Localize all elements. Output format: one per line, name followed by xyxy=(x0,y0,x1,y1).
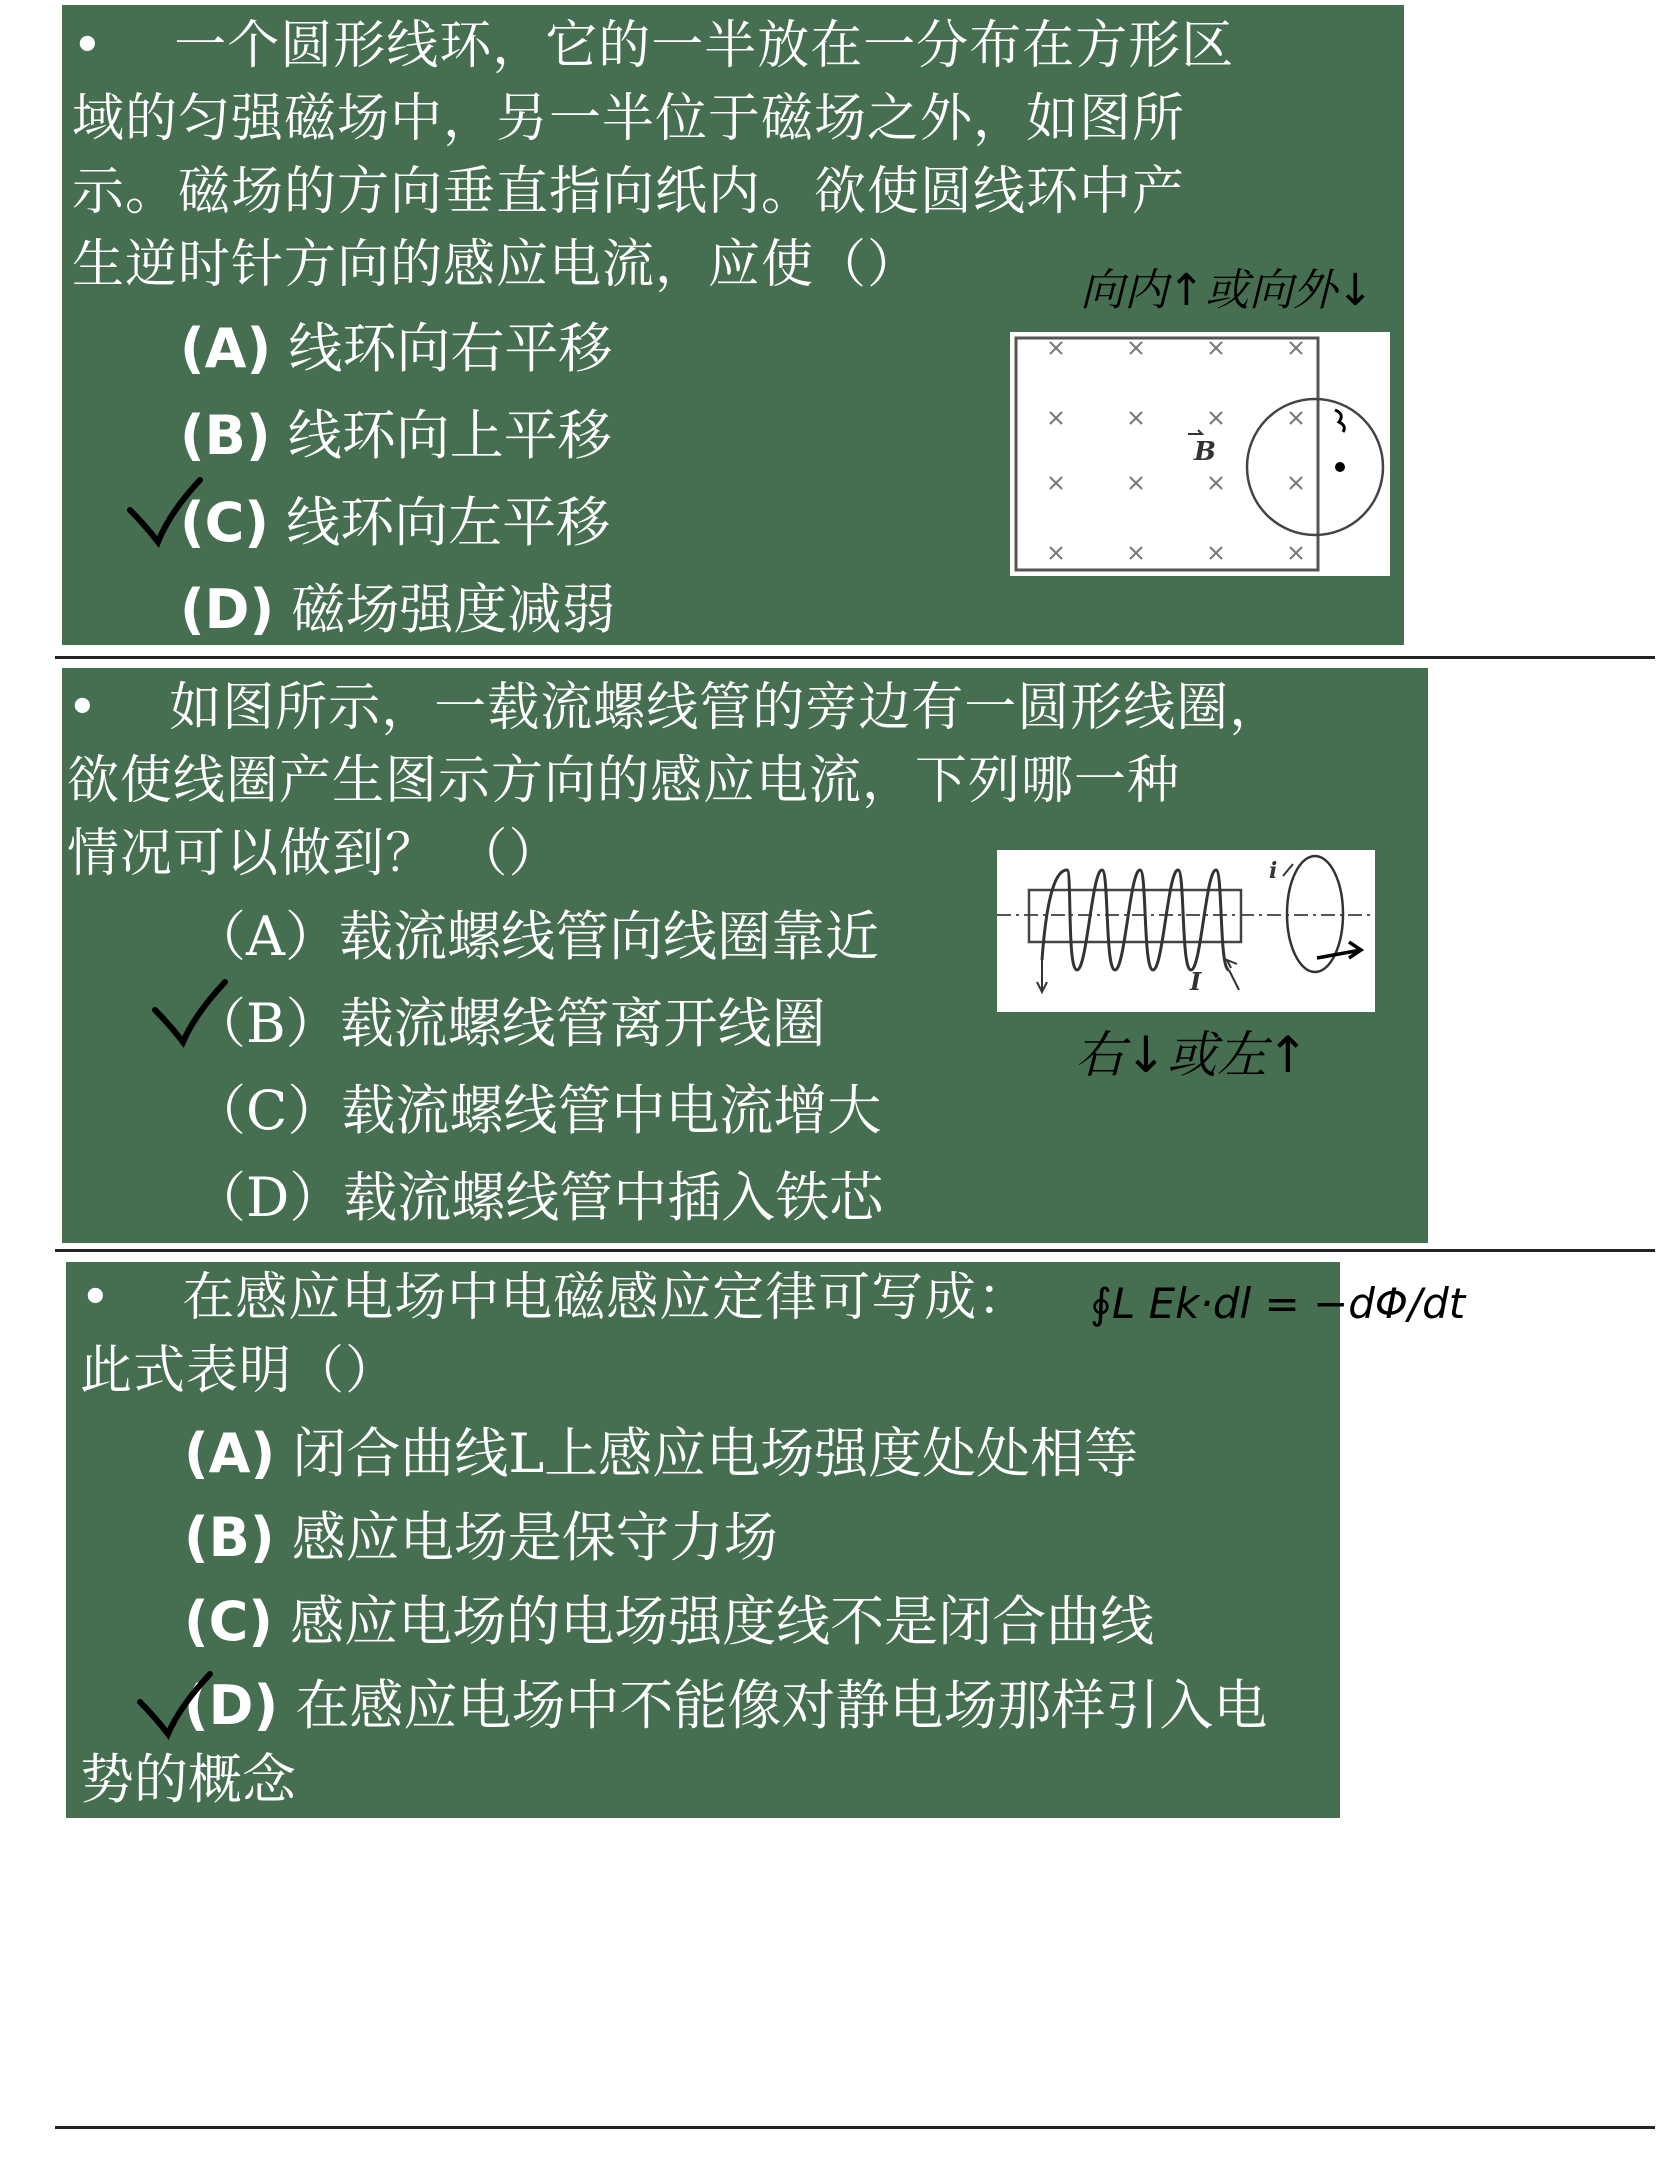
field-label: B xyxy=(1194,437,1216,467)
question-1-line-3: 示。磁场的方向垂直指向纸内。欲使圆线环中产 xyxy=(72,162,1186,222)
current-label: I xyxy=(1190,967,1202,996)
option-text: 载流螺线管中插入铁芯 xyxy=(343,1166,884,1229)
option-text: 在感应电场中不能像对静电场那样引入电 xyxy=(295,1674,1268,1737)
question-2-line-3: 情况可以做到？ （） xyxy=(67,824,562,884)
induced-label: i xyxy=(1269,858,1278,884)
divider-bottom xyxy=(55,2126,1655,2129)
option-text: 载流螺线管向线圈靠近 xyxy=(339,905,879,968)
option-text: 磁场强度减弱 xyxy=(291,578,616,641)
question-3-line-2: 此式表明（） xyxy=(80,1341,399,1401)
option-letter: （B） xyxy=(192,992,340,1055)
question-2-line-2: 欲使线圈产生图示方向的感应电流，下列哪一种 xyxy=(67,751,1181,811)
option-letter: (D) xyxy=(180,578,275,641)
handwritten-formula: ∮L Ek·dl = −dΦ/dt xyxy=(1090,1279,1466,1328)
option-text: 线环向右平移 xyxy=(288,317,613,380)
option-text: 载流螺线管离开线圈 xyxy=(339,992,826,1055)
option-letter: (A) xyxy=(180,317,272,380)
option-text: 感应电场是保守力场 xyxy=(291,1506,778,1569)
option-letter: (B) xyxy=(184,1506,275,1569)
question-1-line-1: • 一个圆形线环，它的一半放在一分布在方形区 xyxy=(72,16,1235,76)
option-letter: (B) xyxy=(180,404,271,467)
question-1-line-2: 域的匀强磁场中，另一半位于磁场之外，如图所 xyxy=(72,89,1186,149)
handwritten-note-1: 向内↑或向外↓ xyxy=(1080,265,1374,316)
option-letter: （D） xyxy=(192,1166,344,1229)
option-text: 感应电场的电场强度线不是闭合曲线 xyxy=(290,1590,1155,1653)
option-3d-continuation: 势的概念 xyxy=(80,1748,296,1811)
option-text: 闭合曲线L上感应电场强度处处相等 xyxy=(292,1422,1139,1485)
option-letter: (D) xyxy=(184,1674,279,1737)
option-text: 线环向上平移 xyxy=(287,404,612,467)
option-letter: （A） xyxy=(192,905,339,968)
option-text: 载流螺线管中电流增大 xyxy=(341,1079,882,1142)
option-text: 线环向左平移 xyxy=(286,491,611,554)
option-letter: (C) xyxy=(184,1590,273,1653)
option-letter: (A) xyxy=(184,1422,276,1485)
handwritten-note-2: 右↓或左↑ xyxy=(1075,1026,1309,1084)
checkmark-icon xyxy=(140,1674,210,1734)
option-letter: （C） xyxy=(192,1079,342,1142)
option-letter: (C) xyxy=(180,491,269,554)
question-3-line-1: • 在感应电场中电磁感应定律可写成： xyxy=(80,1268,1031,1328)
question-1-line-4: 生逆时针方向的感应电流，应使（） xyxy=(72,235,921,295)
question-2-line-1: • 如图所示，一载流螺线管的旁边有一圆形线圈， xyxy=(67,678,1283,738)
